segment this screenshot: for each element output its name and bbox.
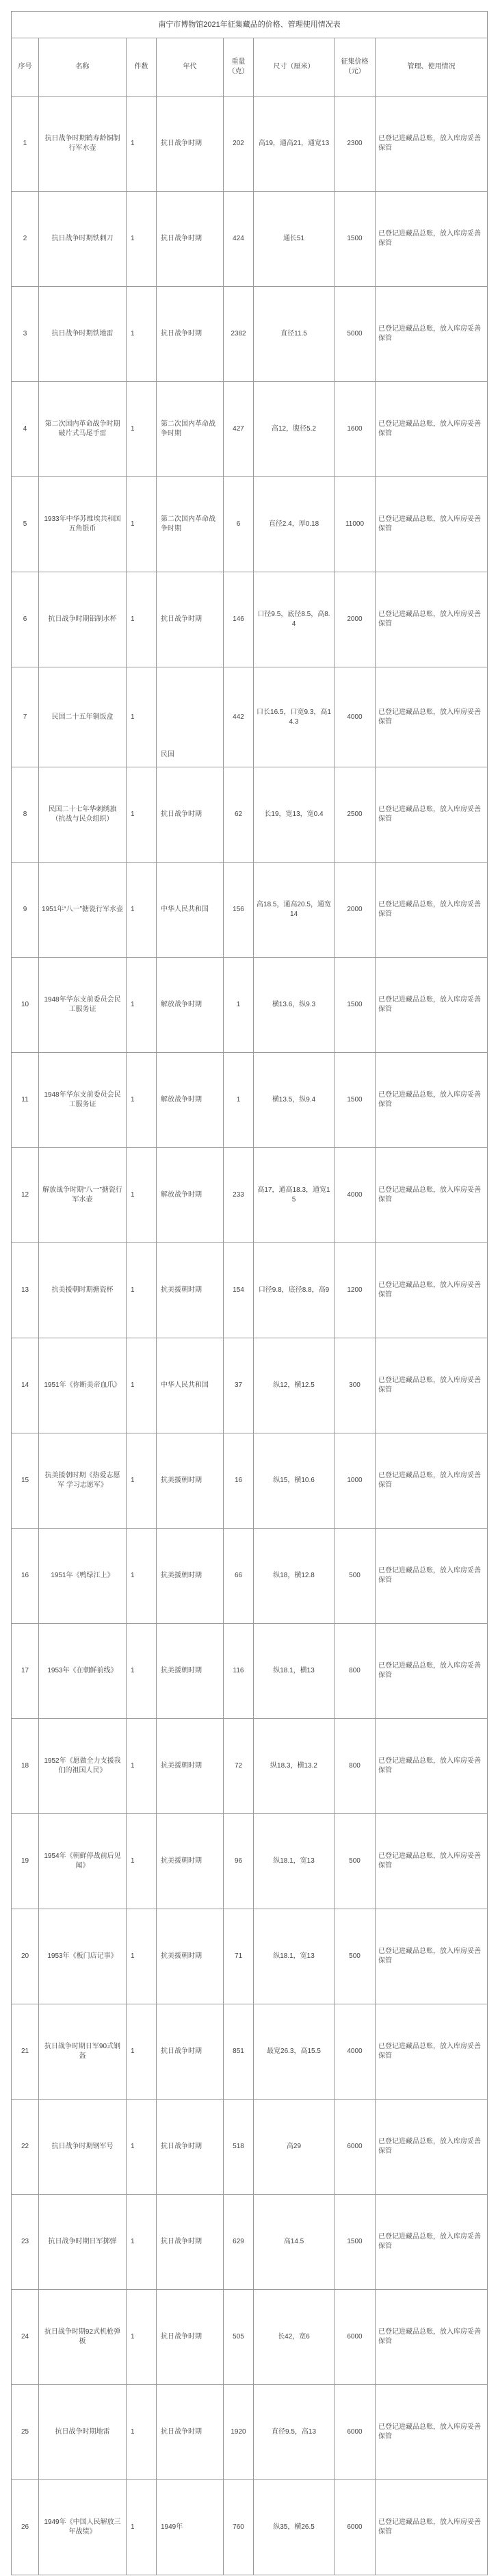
cell-index: 16 (12, 1529, 39, 1624)
cell-price: 6000 (335, 2385, 376, 2480)
cell-price: 2000 (335, 863, 376, 958)
cell-management: 已登记进藏品总账，放入库房妥善保管 (376, 958, 488, 1053)
table-row (12, 1814, 488, 1909)
cell-era: 民国 (157, 667, 224, 767)
cell-size: 纵18.1，横13 (254, 1624, 335, 1719)
cell-era: 解放战争时期 (157, 1148, 224, 1243)
cell-era: 抗美援朝时期 (157, 1529, 224, 1624)
table-row (12, 1909, 488, 2004)
cell-name: 1953年《在朝鲜前线》 (39, 1624, 127, 1719)
cell-index: 3 (12, 287, 39, 382)
table-row (12, 287, 488, 382)
header-era: 年代 (157, 38, 224, 97)
table-row (12, 2290, 488, 2385)
cell-price: 4000 (335, 1148, 376, 1243)
cell-era: 解放战争时期 (157, 958, 224, 1053)
cell-management: 已登记进藏品总账，放入库房妥善保管 (376, 1243, 488, 1338)
cell-size: 最宽26.3，高15.5 (254, 2004, 335, 2100)
cell-size: 横13.5，纵9.4 (254, 1053, 335, 1148)
cell-era: 抗美援朝时期 (157, 1243, 224, 1338)
table-row (12, 477, 488, 572)
cell-size: 高17，通高18.3，通宽15 (254, 1148, 335, 1243)
cell-count: 1 (127, 572, 157, 667)
cell-count: 1 (127, 477, 157, 572)
price-table (11, 11, 488, 2575)
cell-index: 14 (12, 1338, 39, 1433)
cell-name: 抗日战争时期日军掷弹 (39, 2195, 127, 2290)
cell-era: 中华人民共和国 (157, 1338, 224, 1433)
cell-name: 解放战争时期“八一”搪瓷行军水壶 (39, 1148, 127, 1243)
cell-index: 2 (12, 192, 39, 287)
cell-price: 500 (335, 1909, 376, 2004)
cell-era: 抗日战争时期 (157, 2290, 224, 2385)
cell-count: 1 (127, 958, 157, 1053)
cell-name: 1949年《中国人民解放三年战绩》 (39, 2480, 127, 2575)
cell-size: 纵18.1，宽13 (254, 1909, 335, 2004)
cell-weight: 2382 (224, 287, 254, 382)
cell-count: 1 (127, 1529, 157, 1624)
cell-count: 1 (127, 1624, 157, 1719)
cell-name: 民国二十七年华刺绣旗（抗战与民众组织） (39, 767, 127, 863)
cell-size: 纵15，横10.6 (254, 1433, 335, 1529)
cell-price: 1600 (335, 382, 376, 477)
cell-weight: 233 (224, 1148, 254, 1243)
cell-name: 1953年《板门店记事》 (39, 1909, 127, 2004)
cell-name: 抗日战争时期铁地雷 (39, 287, 127, 382)
cell-index: 18 (12, 1719, 39, 1814)
cell-management: 已登记进藏品总账，放入库房妥善保管 (376, 192, 488, 287)
cell-index: 7 (12, 667, 39, 767)
table-row (12, 667, 488, 767)
cell-weight: 442 (224, 667, 254, 767)
cell-name: 抗日战争时期铝制水杯 (39, 572, 127, 667)
cell-index: 17 (12, 1624, 39, 1719)
cell-size: 通长51 (254, 192, 335, 287)
cell-weight: 96 (224, 1814, 254, 1909)
cell-size: 口长16.5，口宽9.3，高14.3 (254, 667, 335, 767)
cell-weight: 146 (224, 572, 254, 667)
cell-index: 22 (12, 2100, 39, 2195)
cell-count: 1 (127, 2004, 157, 2100)
cell-era: 抗日战争时期 (157, 767, 224, 863)
cell-weight: 116 (224, 1624, 254, 1719)
cell-management: 已登记进藏品总账，放入库房妥善保管 (376, 1529, 488, 1624)
cell-management: 已登记进藏品总账，放入库房妥善保管 (376, 767, 488, 863)
cell-name: 抗日战争时期钢军号 (39, 2100, 127, 2195)
cell-count: 1 (127, 767, 157, 863)
cell-index: 10 (12, 958, 39, 1053)
cell-count: 1 (127, 1719, 157, 1814)
cell-price: 1000 (335, 1433, 376, 1529)
cell-price: 1500 (335, 2195, 376, 2290)
cell-index: 25 (12, 2385, 39, 2480)
cell-management: 已登记进藏品总账，放入库房妥善保管 (376, 1148, 488, 1243)
cell-index: 6 (12, 572, 39, 667)
cell-price: 2300 (335, 97, 376, 192)
table-row (12, 1624, 488, 1719)
cell-price: 6000 (335, 2480, 376, 2575)
cell-name: 抗美援朝时期搪瓷杯 (39, 1243, 127, 1338)
cell-name: 1954年《朝鲜停战前后见闻》 (39, 1814, 127, 1909)
cell-price: 1500 (335, 192, 376, 287)
cell-size: 纵18.1，宽13 (254, 1814, 335, 1909)
cell-price: 1500 (335, 958, 376, 1053)
table-row (12, 2195, 488, 2290)
cell-era: 第二次国内革命战争时期 (157, 477, 224, 572)
cell-index: 1 (12, 97, 39, 192)
cell-management: 已登记进藏品总账，放入库房妥善保管 (376, 1814, 488, 1909)
table-row (12, 97, 488, 192)
cell-count: 1 (127, 97, 157, 192)
cell-price: 800 (335, 1624, 376, 1719)
cell-size: 直径9.5，高13 (254, 2385, 335, 2480)
cell-era: 抗美援朝时期 (157, 1719, 224, 1814)
cell-count: 1 (127, 1433, 157, 1529)
cell-size: 纵35，横26.5 (254, 2480, 335, 2575)
cell-size: 长42，宽6 (254, 2290, 335, 2385)
cell-size: 直径2.4，厚0.18 (254, 477, 335, 572)
cell-name: 抗美援朝时期《热爱志愿军 学习志愿军》 (39, 1433, 127, 1529)
cell-size: 直径11.5 (254, 287, 335, 382)
table-row (12, 192, 488, 287)
cell-index: 5 (12, 477, 39, 572)
cell-era: 抗日战争时期 (157, 2004, 224, 2100)
cell-weight: 72 (224, 1719, 254, 1814)
cell-index: 15 (12, 1433, 39, 1529)
table-body (12, 97, 488, 2575)
cell-count: 1 (127, 2195, 157, 2290)
cell-era: 抗日战争时期 (157, 2100, 224, 2195)
cell-name: 第二次国内革命战争时期破片式马尾手雷 (39, 382, 127, 477)
cell-price: 2000 (335, 572, 376, 667)
header-name: 名称 (39, 38, 127, 97)
header-weight: 重量（克） (224, 38, 254, 97)
cell-price: 6000 (335, 2290, 376, 2385)
cell-price: 6000 (335, 2100, 376, 2195)
cell-index: 20 (12, 1909, 39, 2004)
cell-size: 长19，宽13，宽0.4 (254, 767, 335, 863)
cell-price: 1200 (335, 1243, 376, 1338)
cell-management: 已登记进藏品总账，放入库房妥善保管 (376, 287, 488, 382)
cell-management: 已登记进藏品总账，放入库房妥善保管 (376, 863, 488, 958)
cell-weight: 518 (224, 2100, 254, 2195)
cell-era: 抗日战争时期 (157, 287, 224, 382)
cell-index: 24 (12, 2290, 39, 2385)
cell-weight: 62 (224, 767, 254, 863)
cell-price: 4000 (335, 667, 376, 767)
table-row (12, 1433, 488, 1529)
cell-weight: 66 (224, 1529, 254, 1624)
cell-size: 高14.5 (254, 2195, 335, 2290)
cell-count: 1 (127, 2290, 157, 2385)
cell-name: 1951年《你断美帝血爪》 (39, 1338, 127, 1433)
cell-index: 13 (12, 1243, 39, 1338)
cell-weight: 202 (224, 97, 254, 192)
cell-size: 横13.6，纵9.3 (254, 958, 335, 1053)
cell-count: 1 (127, 1338, 157, 1433)
cell-era: 抗日战争时期 (157, 192, 224, 287)
table-row (12, 2480, 488, 2575)
cell-index: 4 (12, 382, 39, 477)
cell-name: 1948年华东支前委员会民工服务证 (39, 958, 127, 1053)
cell-weight: 427 (224, 382, 254, 477)
cell-name: 1948年华东支前委员会民工服务证 (39, 1053, 127, 1148)
cell-management: 已登记进藏品总账，放入库房妥善保管 (376, 667, 488, 767)
cell-count: 1 (127, 863, 157, 958)
table-row (12, 2385, 488, 2480)
cell-index: 21 (12, 2004, 39, 2100)
cell-price: 2500 (335, 767, 376, 863)
cell-count: 1 (127, 287, 157, 382)
table-row (12, 1053, 488, 1148)
cell-management: 已登记进藏品总账，放入库房妥善保管 (376, 1624, 488, 1719)
cell-size: 高18.5，通高20.5，通宽14 (254, 863, 335, 958)
cell-management: 已登记进藏品总账，放入库房妥善保管 (376, 1433, 488, 1529)
cell-name: 民国二十五年铜饭盒 (39, 667, 127, 767)
cell-name: 1951年《鸭绿江上》 (39, 1529, 127, 1624)
cell-count: 1 (127, 2100, 157, 2195)
cell-price: 5000 (335, 287, 376, 382)
cell-price: 4000 (335, 2004, 376, 2100)
header-price: 征集价格（元） (335, 38, 376, 97)
cell-size: 高29 (254, 2100, 335, 2195)
cell-name: 抗日战争时期地雷 (39, 2385, 127, 2480)
cell-era: 抗美援朝时期 (157, 1433, 224, 1529)
cell-era: 抗美援朝时期 (157, 1909, 224, 2004)
header-size: 尺寸（厘米） (254, 38, 335, 97)
cell-management: 已登记进藏品总账，放入库房妥善保管 (376, 2195, 488, 2290)
cell-name: 1951年“八一”搪瓷行军水壶 (39, 863, 127, 958)
cell-era: 抗日战争时期 (157, 2195, 224, 2290)
cell-weight: 6 (224, 477, 254, 572)
cell-name: 抗日战争时期92式机枪弹板 (39, 2290, 127, 2385)
cell-management: 已登记进藏品总账，放入库房妥善保管 (376, 382, 488, 477)
cell-index: 9 (12, 863, 39, 958)
cell-index: 12 (12, 1148, 39, 1243)
cell-weight: 1920 (224, 2385, 254, 2480)
table-row (12, 863, 488, 958)
cell-size: 口径9.8，底径8.8，高9 (254, 1243, 335, 1338)
cell-management: 已登记进藏品总账，放入库房妥善保管 (376, 2100, 488, 2195)
cell-index: 23 (12, 2195, 39, 2290)
cell-era: 抗日战争时期 (157, 572, 224, 667)
cell-count: 1 (127, 1909, 157, 2004)
table-row (12, 767, 488, 863)
cell-era: 中华人民共和国 (157, 863, 224, 958)
cell-count: 1 (127, 2385, 157, 2480)
cell-name: 抗日战争时期日军90式钢盔 (39, 2004, 127, 2100)
cell-weight: 71 (224, 1909, 254, 2004)
table-row (12, 1529, 488, 1624)
cell-name: 1933年中华苏维埃共和国五角银币 (39, 477, 127, 572)
cell-index: 26 (12, 2480, 39, 2575)
cell-count: 1 (127, 2480, 157, 2575)
cell-count: 1 (127, 382, 157, 477)
cell-management: 已登记进藏品总账，放入库房妥善保管 (376, 1909, 488, 2004)
cell-price: 300 (335, 1338, 376, 1433)
cell-era: 抗美援朝时期 (157, 1814, 224, 1909)
cell-weight: 16 (224, 1433, 254, 1529)
cell-weight: 37 (224, 1338, 254, 1433)
table-row (12, 1243, 488, 1338)
cell-index: 8 (12, 767, 39, 863)
cell-count: 1 (127, 667, 157, 767)
cell-management: 已登记进藏品总账，放入库房妥善保管 (376, 572, 488, 667)
cell-count: 1 (127, 1148, 157, 1243)
header-management: 管理、使用情况 (376, 38, 488, 97)
cell-management: 已登记进藏品总账，放入库房妥善保管 (376, 2480, 488, 2575)
cell-weight: 760 (224, 2480, 254, 2575)
cell-name: 抗日战争时期铁刺刀 (39, 192, 127, 287)
cell-management: 已登记进藏品总账，放入库房妥善保管 (376, 2290, 488, 2385)
cell-name: 1952年《愿做全力支援我们的祖国人民》 (39, 1719, 127, 1814)
cell-management: 已登记进藏品总账，放入库房妥善保管 (376, 477, 488, 572)
table-row (12, 382, 488, 477)
cell-management: 已登记进藏品总账，放入库房妥善保管 (376, 2004, 488, 2100)
cell-size: 高19，通高21，通宽13 (254, 97, 335, 192)
table-row (12, 1719, 488, 1814)
header-row (12, 38, 488, 97)
cell-era: 第二次国内革命战争时期 (157, 382, 224, 477)
cell-index: 11 (12, 1053, 39, 1148)
cell-management: 已登记进藏品总账，放入库房妥善保管 (376, 1719, 488, 1814)
cell-era: 抗美援朝时期 (157, 1624, 224, 1719)
cell-price: 800 (335, 1719, 376, 1814)
cell-price: 1500 (335, 1053, 376, 1148)
cell-count: 1 (127, 1243, 157, 1338)
table-row (12, 958, 488, 1053)
cell-count: 1 (127, 1814, 157, 1909)
cell-count: 1 (127, 1053, 157, 1148)
header-count: 件数 (127, 38, 157, 97)
cell-weight: 629 (224, 2195, 254, 2290)
cell-weight: 424 (224, 192, 254, 287)
cell-size: 纵18，横12.8 (254, 1529, 335, 1624)
cell-management: 已登记进藏品总账，放入库房妥善保管 (376, 2385, 488, 2480)
cell-size: 高12，腹径5.2 (254, 382, 335, 477)
header-index: 序号 (12, 38, 39, 97)
table-row (12, 572, 488, 667)
cell-era: 抗日战争时期 (157, 97, 224, 192)
table-title: 南宁市博物馆2021年征集藏品的价格、管理使用情况表 (12, 12, 488, 38)
cell-price: 500 (335, 1529, 376, 1624)
cell-weight: 505 (224, 2290, 254, 2385)
cell-management: 已登记进藏品总账，放入库房妥善保管 (376, 97, 488, 192)
cell-name: 抗日战争时期鹤寿龄铜制行军水壶 (39, 97, 127, 192)
table-row (12, 2100, 488, 2195)
cell-weight: 1 (224, 1053, 254, 1148)
cell-index: 19 (12, 1814, 39, 1909)
price-table-sheet (11, 11, 487, 2575)
cell-weight: 156 (224, 863, 254, 958)
cell-weight: 154 (224, 1243, 254, 1338)
cell-era: 解放战争时期 (157, 1053, 224, 1148)
cell-count: 1 (127, 192, 157, 287)
cell-size: 口径9.5，底径8.5，高8.4 (254, 572, 335, 667)
cell-price: 500 (335, 1814, 376, 1909)
cell-management: 已登记进藏品总账，放入库房妥善保管 (376, 1053, 488, 1148)
cell-size: 纵12，横12.5 (254, 1338, 335, 1433)
cell-size: 纵18.3，横13.2 (254, 1719, 335, 1814)
cell-weight: 1 (224, 958, 254, 1053)
table-row (12, 1338, 488, 1433)
table-row (12, 2004, 488, 2100)
cell-era: 抗日战争时期 (157, 2385, 224, 2480)
table-row (12, 1148, 488, 1243)
cell-management: 已登记进藏品总账，放入库房妥善保管 (376, 1338, 488, 1433)
cell-price: 11000 (335, 477, 376, 572)
cell-weight: 851 (224, 2004, 254, 2100)
cell-era: 1949年 (157, 2480, 224, 2575)
